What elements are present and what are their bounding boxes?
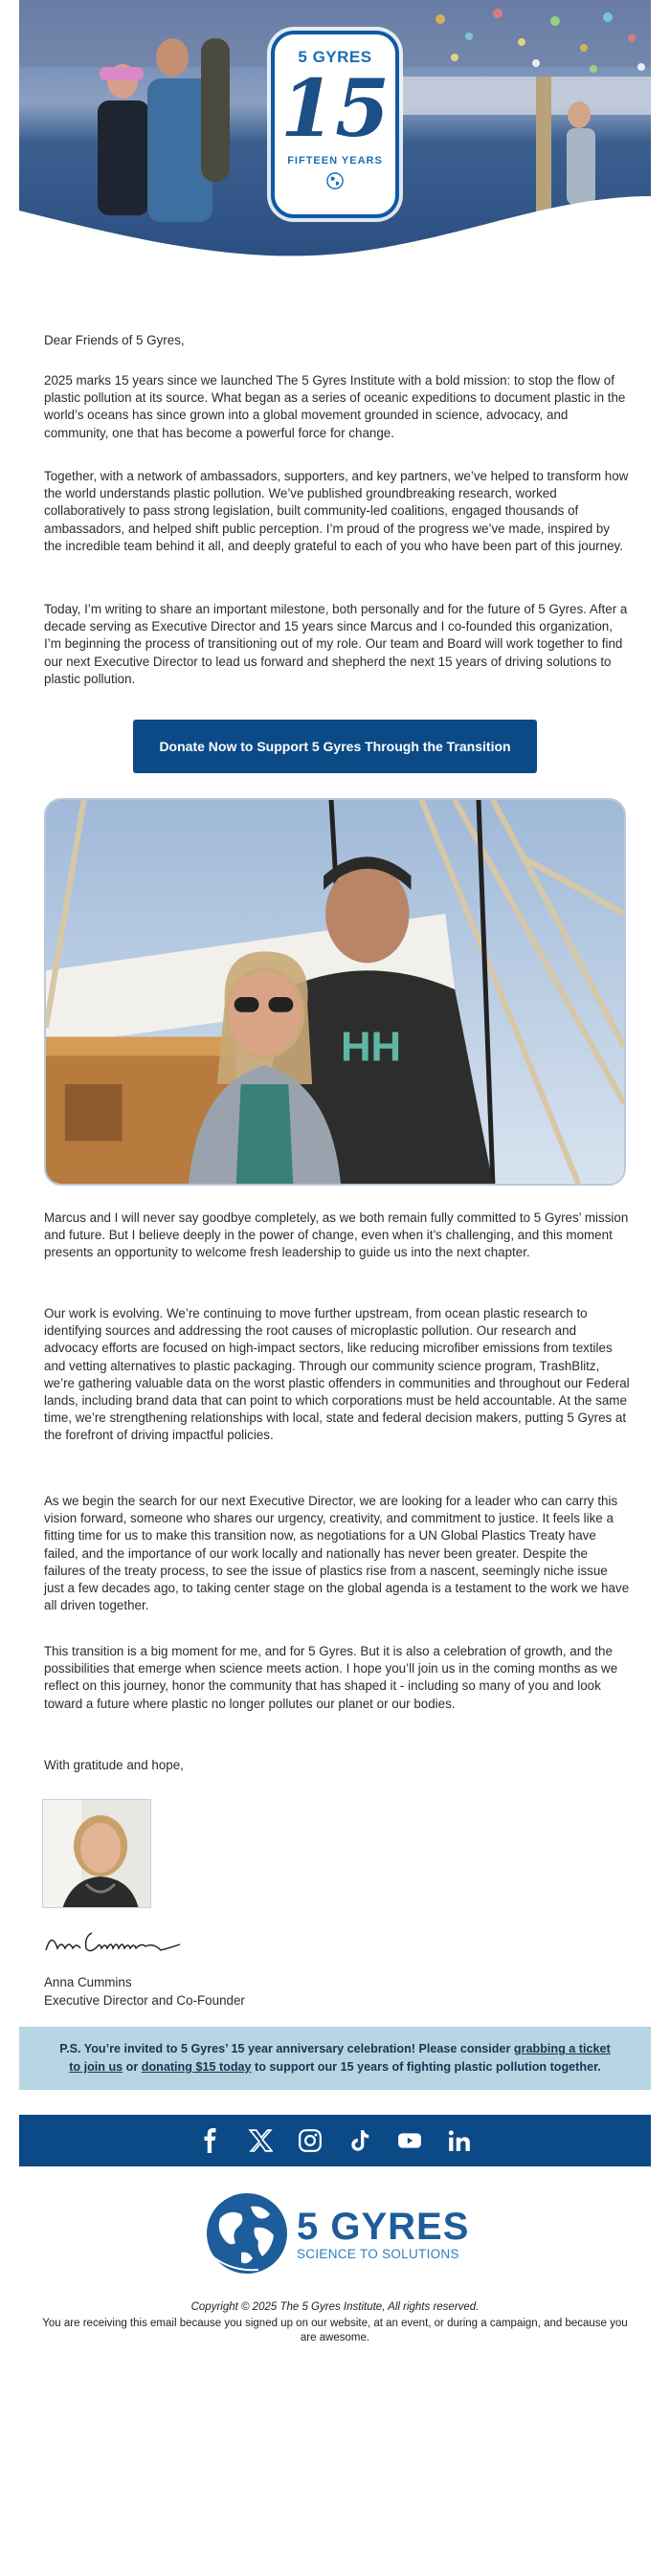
founders-photo-image (46, 800, 624, 1184)
globe-logo-icon (203, 2189, 291, 2277)
logo-number: 15 (279, 63, 391, 155)
globe-icon (326, 172, 344, 189)
donate-button[interactable]: Donate Now to Support 5 Gyres Through the Transition (133, 720, 537, 773)
linkedin-icon[interactable] (447, 2128, 472, 2153)
ticket-link[interactable]: grabbing a ticket to join us (69, 2042, 611, 2074)
social-bar (19, 2115, 651, 2166)
signer-name: Anna Cummins (44, 1975, 132, 1989)
ps-middle: or (123, 2060, 142, 2074)
ps-suffix: to support our 15 years of fighting plastic pollution together. (251, 2060, 601, 2074)
svg-text:HH: HH (340, 1024, 402, 1071)
instagram-icon[interactable] (298, 2128, 323, 2153)
logo-subtitle: FIFTEEN YEARS (287, 155, 383, 167)
youtube-icon[interactable] (397, 2128, 422, 2153)
letter-paragraph: Marcus and I will never say goodbye completely, as we both remain fully committed to 5 Gyres’ mission and future. But I believe deeply in the power of change, even when it’s challenging, and this moment presents an opportunity to welcome fresh leadership to guide us into the next chapter. (44, 1210, 629, 1260)
footer-brand-name: 5 GYRES (297, 2205, 470, 2248)
letter-paragraph: This transition is a big moment for me, and for 5 Gyres. But it is also a celebration of growth, and the possibilities that emerge when science meets action. I hope you’ll join us in the coming months as we reflect on this journey, honor the community that has shaped it - including so many of you and look toward a future where plastic no longer pollutes our planet or our bodies. (44, 1644, 618, 1711)
disclaimer-text: You are receiving this email because you signed up on our website, at an event, or during a campaign, and because you are awesome. (42, 2318, 628, 2343)
letter-paragraph: Today, I’m writing to share an important milestone, both personally and for the future of 5 Gyres. After a decade serving as Executive Director and 15 years since Marcus and I co-founded this organization, I’m beginning the process of transitioning out of my role. Our team and Board will work together to find our next Executive Director to lead us forward and shepherd the next 15 years of driving solutions to plastic pollution. (44, 602, 628, 686)
ps-text (57, 2040, 613, 2076)
copyright-text: Copyright © 2025 The 5 Gyres Institute, All rights reserved. (190, 2301, 480, 2313)
facebook-icon[interactable] (198, 2128, 223, 2153)
footer-brand-tagline: SCIENCE TO SOLUTIONS (297, 2246, 459, 2261)
signer-title: Executive Director and Co-Founder (44, 1993, 245, 2008)
fifteen-years-logo (271, 31, 399, 218)
signature-image (42, 1925, 186, 1960)
logo-title: 5 GYRES (298, 48, 372, 66)
donate-15-link[interactable]: donating $15 today (141, 2060, 252, 2074)
signer-photo (42, 1799, 151, 1908)
ps-prefix: P.S. You’re invited to 5 Gyres’ 15 year anniversary celebration! Please consider (59, 2042, 514, 2055)
letter-closing: With gratitude and hope, (44, 1758, 184, 1772)
letter-paragraph: Together, with a network of ambassadors, supporters, and key partners, we’ve helped to transform how the world understands plastic pollution. We’ve published groundbreaking research, worked collaboratively to pass strong legislation, built community-led coalitions, engaged thousands of ambassadors, and helped shift public perception. I’m proud of the progress we’ve made, inspired by the incredible team behind it all, and deeply grateful to each of you who have been part of this journey. (44, 469, 629, 553)
letter-greeting: Dear Friends of 5 Gyres, (44, 333, 185, 347)
footer-brand (297, 2207, 469, 2261)
letter-paragraph: 2025 marks 15 years since we launched The 5 Gyres Institute with a bold mission: to stop the flow of plastic pollution at its source. What began as a series of oceanic expeditions to document plastic in the world’s oceans has since grown into a global movement grounded in science, advocacy, and community, one that has become a powerful force for change. (44, 373, 626, 440)
hero-banner (19, 0, 651, 258)
ps-banner (19, 2027, 651, 2090)
tiktok-icon[interactable] (347, 2128, 372, 2153)
founders-photo (44, 798, 626, 1186)
footer-logo (203, 2187, 471, 2279)
letter-paragraph: Our work is evolving. We’re continuing to move further upstream, from ocean plastic research to identifying sources and addressing the root causes of microplastic pollution. Our research and advocacy efforts are focused on high-impact sectors, like reducing microfiber emissions from textiles and vetting alternatives to plastic packaging. Through our community science program, TrashBlitz, we’re gathering valuable data on the worst plastic offenders in communities and throughout our Federal lands, including brand data that can point to which corporations must be held accountable. At the same time, we’re strengthening relationships with local, state and federal decision makers, putting 5 Gyres at the forefront of driving impactful policies. (44, 1306, 630, 1443)
letter-paragraph: As we begin the search for our next Executive Director, we are looking for a leader who can carry this vision forward, someone who shares our urgency, creativity, and commitment to justice. It feels like a fitting time for us to make this transition now, as negotiations for a UN Global Plastics Treaty have failed, and the importance of our work locally and nationally has never been greater. Despite the failures of the treaty process, to see the issue of plastics rise from a nascent, seemingly niche issue just a few decades ago, to taking center stage on the global agenda is a testament to the work we have all driven together. (44, 1494, 630, 1613)
x-icon[interactable] (248, 2128, 273, 2153)
